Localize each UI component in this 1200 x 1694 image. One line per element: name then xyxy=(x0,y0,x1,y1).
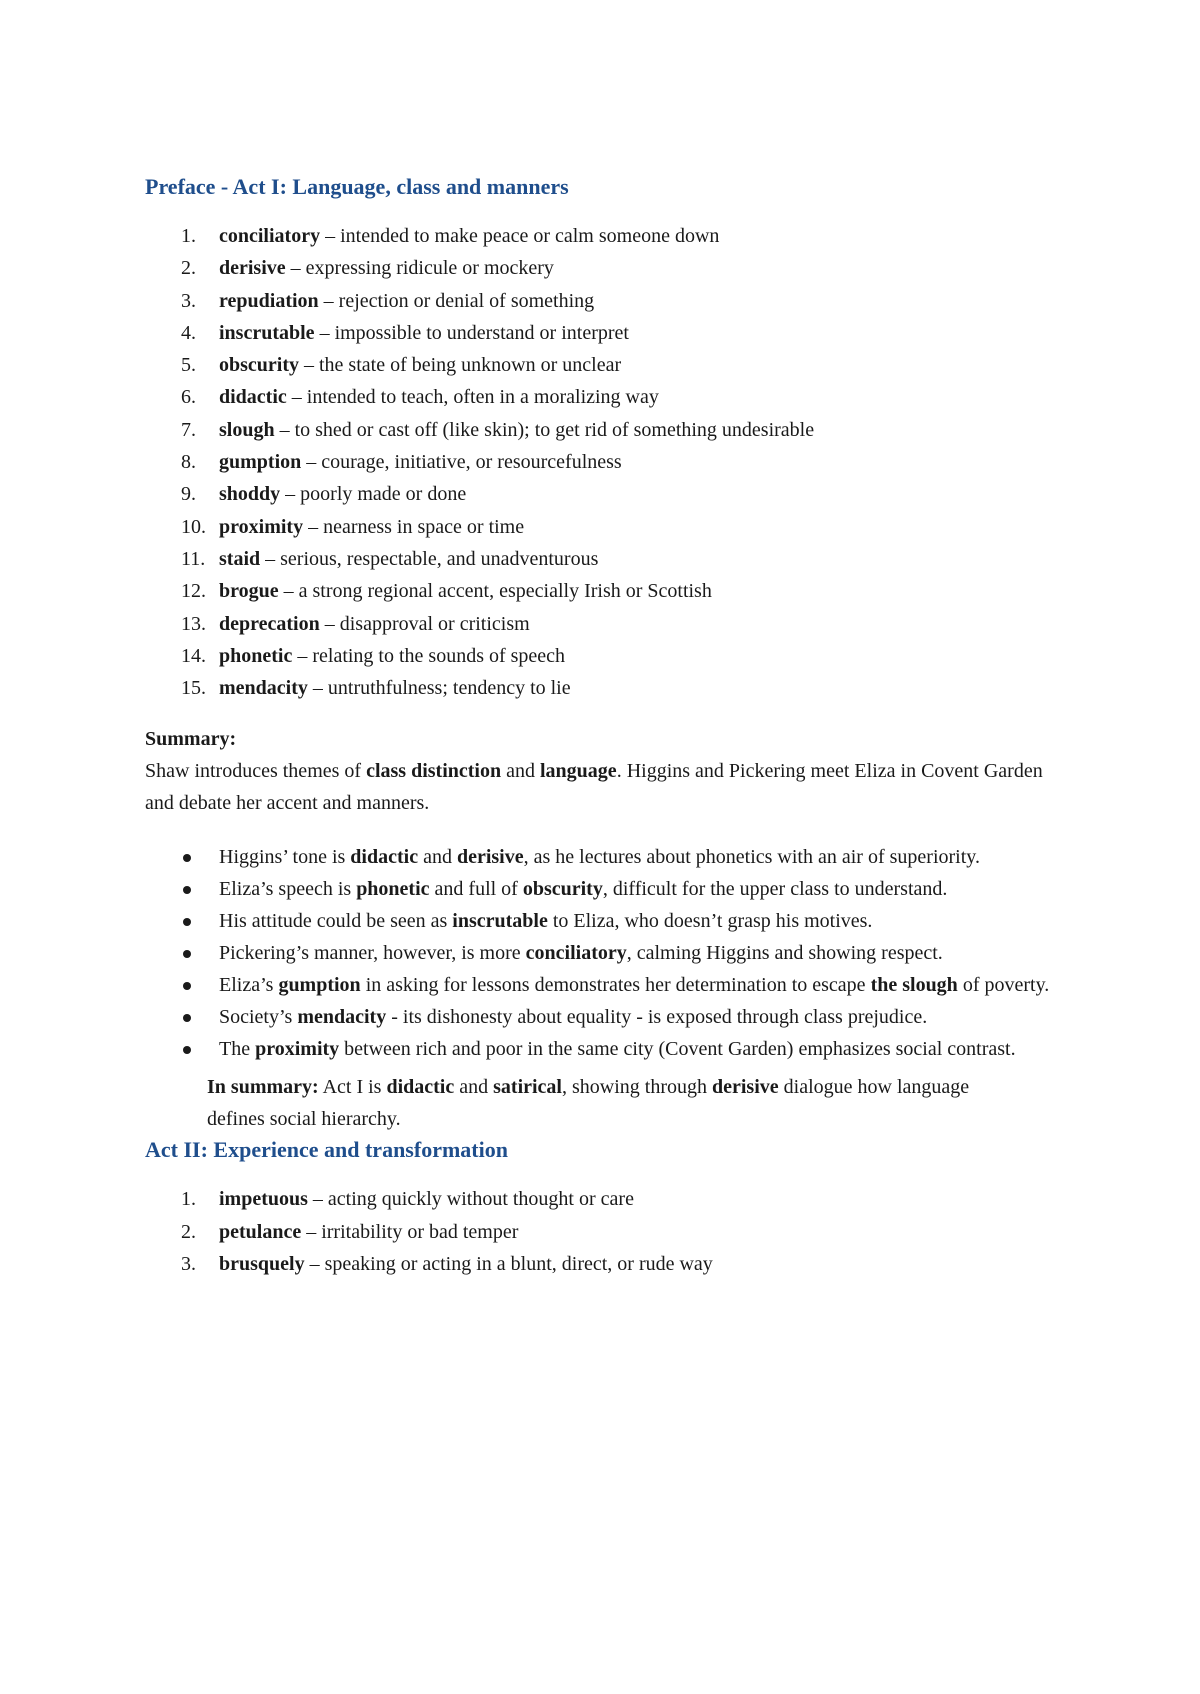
summary-heading: Summary: xyxy=(145,728,237,751)
vocab-definition: – courage, initiative, or resourcefulness xyxy=(301,451,622,474)
vocab-definition: – intended to teach, often in a moralizing way xyxy=(286,386,659,409)
text-run: to Eliza, who doesn’t grasp his motives. xyxy=(547,910,873,933)
text-run: and xyxy=(454,1076,494,1099)
vocab-term: proximity xyxy=(219,515,304,538)
vocab-item xyxy=(145,672,1075,704)
vocab-term: derisive xyxy=(219,257,286,280)
vocab-term: staid xyxy=(219,547,261,570)
vocab-item xyxy=(145,414,1075,446)
bullet-item xyxy=(145,1001,1075,1033)
vocab-definition: – rejection or denial of something xyxy=(318,289,595,312)
bullet-dot-icon xyxy=(183,1046,191,1054)
vocab-definition: – disapproval or criticism xyxy=(319,612,530,635)
vocab-item xyxy=(145,1248,1075,1280)
vocab-item xyxy=(145,1216,1075,1248)
vocab-item xyxy=(145,220,1075,252)
vocab-item xyxy=(145,640,1075,672)
vocab-item xyxy=(145,381,1075,413)
text-run: The xyxy=(219,1038,256,1061)
text-run: Pickering’s manner, however, is more xyxy=(219,942,526,965)
bullet-text xyxy=(219,974,1049,996)
vocab-term: petulance xyxy=(219,1220,302,1243)
vocab-number: 10. xyxy=(181,515,206,538)
bold-text-run: obscurity xyxy=(522,878,603,901)
text-run: between rich and poor in the same city (Covent Garden) emphasizes social contrast. xyxy=(339,1038,1016,1061)
bold-text-run: class distinction xyxy=(366,760,502,783)
text-run: Shaw introduces themes of xyxy=(145,760,367,783)
vocab-number: 11. xyxy=(181,547,206,570)
vocab-term: gumption xyxy=(219,451,302,474)
vocab-term: obscurity xyxy=(219,354,299,377)
vocab-term: repudiation xyxy=(219,289,319,312)
text-run: Higgins’ tone is xyxy=(219,846,351,869)
bullet-item xyxy=(145,841,1075,873)
vocab-definition: – irritability or bad temper xyxy=(301,1220,519,1243)
vocab-number: 13. xyxy=(181,612,206,635)
bullet-item xyxy=(145,873,1075,905)
bold-text-run: phonetic xyxy=(356,878,430,901)
vocab-definition: – speaking or acting in a blunt, direct, or rude way xyxy=(304,1253,713,1276)
text-run: dialogue how language defines social hierarchy. xyxy=(207,1076,970,1131)
vocab-definition: – expressing ridicule or mockery xyxy=(285,257,554,280)
bold-text-run: didactic xyxy=(386,1076,455,1099)
vocab-item xyxy=(145,608,1075,640)
summary-bullets xyxy=(145,841,1075,1065)
vocab-number: 8. xyxy=(181,451,196,474)
text-run: Eliza’s xyxy=(219,974,279,997)
bullet-dot-icon xyxy=(183,950,191,958)
text-run: in asking for lessons demonstrates her determination to escape xyxy=(360,974,871,997)
vocab-definition: – the state of being unknown or unclear xyxy=(299,354,622,377)
bullet-dot-icon xyxy=(183,918,191,926)
vocab-definition: – intended to make peace or calm someone down xyxy=(320,225,720,247)
bold-text-run: In summary: xyxy=(207,1076,319,1099)
vocab-term: brogue xyxy=(219,580,279,603)
vocab-term: mendacity xyxy=(219,677,308,700)
vocab-item xyxy=(145,349,1075,381)
bullet-text xyxy=(219,910,872,932)
bullet-item xyxy=(145,905,1075,937)
text-run: and full of xyxy=(429,878,523,901)
bullet-dot-icon xyxy=(183,886,191,894)
text-run: . Higgins and Pickering meet Eliza in Covent Garden and debate her accent and manners. xyxy=(145,760,1043,815)
vocab-definition: – serious, respectable, and unadventurous xyxy=(260,547,599,570)
vocab-item xyxy=(145,478,1075,510)
vocab-item xyxy=(145,317,1075,349)
vocab-definition: – impossible to understand or interpret xyxy=(314,321,629,344)
text-run: and xyxy=(418,846,457,869)
vocab-number: 3. xyxy=(181,1253,196,1276)
bullet-item xyxy=(145,969,1075,1001)
vocab-number: 4. xyxy=(181,321,196,344)
bold-text-run: language xyxy=(540,760,617,783)
text-run: , difficult for the upper class to understand. xyxy=(602,878,948,901)
text-run: and xyxy=(501,760,540,783)
text-run: , as he lectures about phonetics with an air of superiority. xyxy=(523,846,980,869)
bullet-dot-icon xyxy=(183,1014,191,1022)
vocab-number: 15. xyxy=(181,677,206,700)
bold-text-run: conciliatory xyxy=(525,942,627,965)
vocab-number: 7. xyxy=(181,418,196,441)
vocab-item xyxy=(145,1183,1075,1215)
vocab-list-act-1 xyxy=(145,220,1075,704)
vocab-number: 14. xyxy=(181,644,206,667)
bold-text-run: inscrutable xyxy=(452,910,548,933)
bold-text-run: proximity xyxy=(255,1038,340,1061)
bold-text-run: didactic xyxy=(350,846,419,869)
vocab-term: shoddy xyxy=(219,483,281,506)
vocab-definition: – nearness in space or time xyxy=(303,515,525,538)
text-run: of poverty. xyxy=(957,974,1050,997)
summary-paragraph xyxy=(145,755,1075,819)
vocab-term: brusquely xyxy=(219,1253,305,1276)
vocab-item xyxy=(145,252,1075,284)
text-run: His attitude could be seen as xyxy=(219,910,453,933)
bullet-text xyxy=(219,878,947,900)
vocab-definition: – untruthfulness; tendency to lie xyxy=(307,677,571,700)
bullet-text xyxy=(219,942,943,964)
vocab-number: 6. xyxy=(181,386,196,409)
vocab-number: 9. xyxy=(181,483,196,506)
vocab-number: 3. xyxy=(181,289,196,312)
vocab-number: 1. xyxy=(181,225,196,247)
vocab-item xyxy=(145,511,1075,543)
vocab-definition: – acting quickly without thought or care xyxy=(307,1188,634,1211)
vocab-term: phonetic xyxy=(219,644,293,667)
in-summary-paragraph xyxy=(207,1071,1007,1135)
bullet-dot-icon xyxy=(183,854,191,862)
vocab-term: deprecation xyxy=(219,612,320,635)
vocab-definition: – poorly made or done xyxy=(280,483,467,506)
bullet-item xyxy=(145,937,1075,969)
vocab-term: conciliatory xyxy=(219,225,321,247)
vocab-number: 2. xyxy=(181,1220,196,1243)
bold-text-run: gumption xyxy=(278,974,361,997)
document-page xyxy=(145,172,1075,1280)
bullet-text xyxy=(219,1006,927,1028)
bullet-text xyxy=(219,1038,1016,1060)
vocab-term: slough xyxy=(219,418,275,441)
text-run: Society’s xyxy=(219,1006,298,1029)
vocab-item xyxy=(145,285,1075,317)
vocab-item xyxy=(145,575,1075,607)
bold-text-run: the slough xyxy=(870,974,958,997)
vocab-term: inscrutable xyxy=(219,321,315,344)
vocab-number: 12. xyxy=(181,580,206,603)
vocab-item xyxy=(145,446,1075,478)
bold-text-run: satirical xyxy=(493,1076,562,1099)
vocab-definition: – a strong regional accent, especially Irish or Scottish xyxy=(278,580,712,603)
text-run: Eliza’s speech is xyxy=(219,878,357,901)
vocab-term: didactic xyxy=(219,386,287,409)
text-run: - its dishonesty about equality - is exposed through class prejudice. xyxy=(386,1006,928,1029)
vocab-definition: – relating to the sounds of speech xyxy=(292,644,566,667)
bold-text-run: derisive xyxy=(712,1076,779,1099)
vocab-item xyxy=(145,543,1075,575)
vocab-definition: – to shed or cast off (like skin); to get rid of something undesirable xyxy=(274,418,815,441)
bold-text-run: mendacity xyxy=(297,1006,387,1029)
section-title-act-2: Act II: Experience and transformation xyxy=(145,1137,508,1163)
bold-text-run: derisive xyxy=(456,846,524,869)
bullet-text xyxy=(219,846,980,868)
vocab-term: impetuous xyxy=(219,1188,308,1211)
vocab-list-act-2 xyxy=(145,1183,1075,1280)
bullet-dot-icon xyxy=(183,982,191,990)
text-run: Act I is xyxy=(318,1076,387,1099)
vocab-number: 2. xyxy=(181,257,196,280)
vocab-number: 5. xyxy=(181,354,196,377)
vocab-number: 1. xyxy=(181,1188,196,1211)
text-run: , calming Higgins and showing respect. xyxy=(626,942,943,965)
bullet-item xyxy=(145,1033,1075,1065)
text-run: , showing through xyxy=(562,1076,712,1099)
section-title-act-1: Preface - Act I: Language, class and manners xyxy=(145,174,569,199)
